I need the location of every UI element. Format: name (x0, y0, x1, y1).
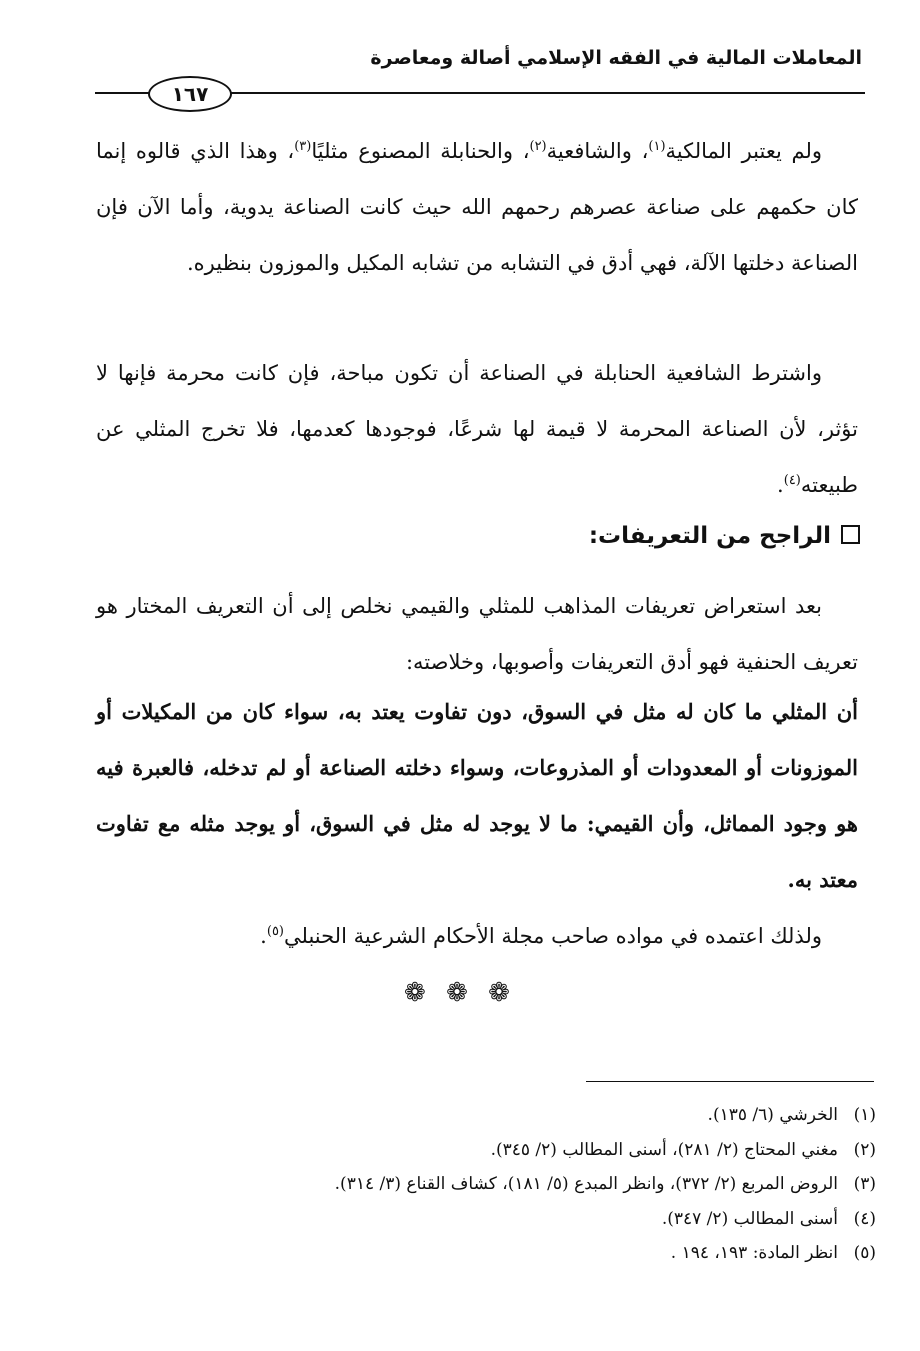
paragraph-text: واشترط الشافعية الحنابلة في الصناعة أن تكون مباحة، فإن كانت محرمة فإنها لا تؤثر، لأن الصناعة المحرمة لا قيمة لها شرعًا، فوجودها كعدمها، فلا تخرج المثلي عن طبيعته (96, 361, 858, 497)
footnotes-list (86, 1098, 876, 1271)
paragraph-summary-intro: بعد استعراض تعريفات المذاهب للمثلي والقيمي نخلص إلى أن التعريف المختار هو تعريف الحنفية فهو أدق التعريفات وأصوبها، وخلاصته: (96, 594, 858, 674)
square-bullet-icon (841, 525, 860, 544)
page-number-badge: ١٦٧ (148, 76, 232, 112)
paragraph-text: ، وهذا الذي قالوه إنما كان حكمهم على صناعة عصرهم رحمهم الله حيث كانت الصناعة يدوية، وأما الآن فإن الصناعة دخلتها الآلة، فهي أدق في التشابه من تشابه المكيل والموزون بنظيره. (96, 139, 858, 275)
footnote-text: مغني المحتاج (٢/ ٢٨١)، أسنى المطالب (٢/ ٣٤٥). (490, 1139, 838, 1160)
footnote-ref-4[interactable]: (٤) (783, 473, 801, 488)
paragraph-majalla (96, 908, 858, 964)
paragraph-permissible-craft (96, 345, 858, 513)
paragraph-craft-views (96, 123, 858, 291)
footnote-ref-5[interactable]: (٥) (266, 924, 284, 939)
paragraph-text: ، والشافعية (546, 139, 649, 163)
paragraph-text: . (260, 924, 267, 948)
footnote-item (86, 1236, 876, 1271)
flower-ornament-icon: ❁ ❁ ❁ (404, 978, 516, 1008)
footnote-ref-2[interactable]: (٢) (529, 139, 547, 154)
footnote-number: (٢) (853, 1139, 876, 1160)
footnote-item (86, 1098, 876, 1133)
footnote-number: (٤) (853, 1208, 876, 1229)
footnote-divider (586, 1081, 874, 1082)
footnote-text: أسنى المطالب (٢/ ٣٤٧). (661, 1208, 838, 1229)
footnote-item (86, 1202, 876, 1237)
footnote-ref-3[interactable]: (٣) (294, 139, 312, 154)
footnote-text: الخرشي (٦/ ١٣٥). (707, 1105, 838, 1125)
paragraph-text: ولذلك اعتمده في مواده صاحب مجلة الأحكام الشرعية الحنبلي (284, 924, 822, 948)
section-heading (589, 516, 860, 556)
footnote-ref-1[interactable]: (١) (648, 139, 666, 154)
footnote-number: (٣) (853, 1174, 876, 1194)
footnote-number: (٥) (853, 1243, 876, 1263)
footnote-text: الروض المربع (٢/ ٣٧٢)، وانظر المبدع (٥/ ١٨١)، كشاف القناع (٣/ ٣١٤). (334, 1174, 838, 1194)
footnote-item (86, 1167, 876, 1202)
footnote-item (86, 1133, 876, 1168)
paragraph-text: ولم يعتبر المالكية (665, 139, 823, 163)
section-heading-text: الراجح من التعريفات: (588, 523, 831, 549)
running-header-title: المعاملات المالية في الفقه الإسلامي أصالة ومعاصرة (370, 47, 862, 69)
paragraph-text: . (777, 473, 784, 497)
footnote-number: (١) (853, 1105, 876, 1125)
paragraph-definition-bold: أن المثلي ما كان له مثل في السوق، دون تفاوت يعتد به، سواء كان من المكيلات أو الموزونات أو المعدودات أو المذروعات، وسواء دخلته الصناعة أو لم تدخله، فالعبرة فيه هو وجود المماثل، وأن القيمي: ما لا يوجد له مثل في السوق، أو يوجد مثله مع تفاوت معتد به. (96, 699, 858, 892)
footnote-text: انظر المادة: ١٩٣، ١٩٤ . (670, 1243, 838, 1263)
paragraph-text: ، والحنابلة المصنوع مثليًا (311, 139, 530, 163)
